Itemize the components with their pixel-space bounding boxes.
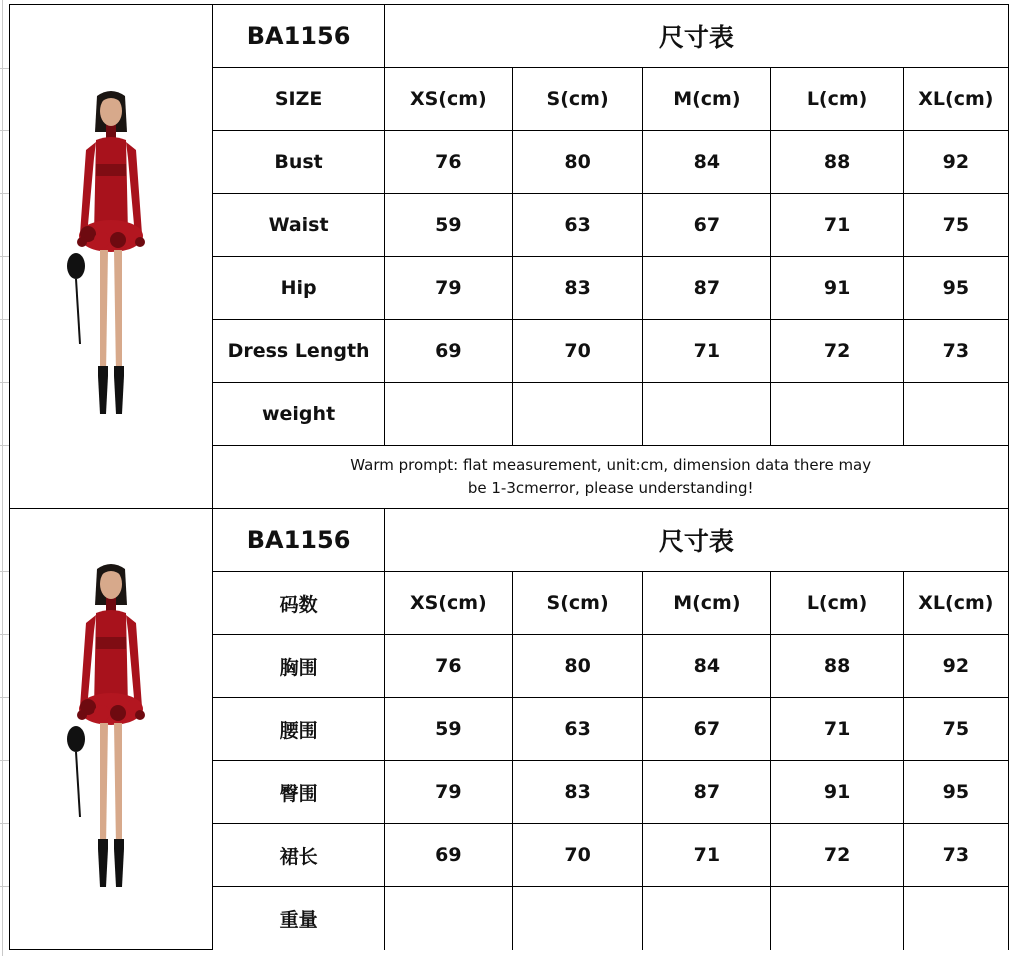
size-header-xs: XS(cm) [384,572,512,635]
table-cell [903,383,1008,446]
product-photo-cell [10,509,213,950]
row-label: 腰围 [213,698,384,761]
table-cell: 91 [771,257,903,320]
figure-shape [135,237,145,247]
row-label: Bust [213,131,384,194]
table-cell: 71 [771,698,903,761]
size-header-xl: XL(cm) [903,68,1008,131]
table-cell: 80 [512,635,642,698]
figure-shape [100,569,122,599]
table-cell: 83 [512,761,642,824]
figure-shape [106,597,116,611]
figure-shape [114,849,124,887]
figure-shape [100,250,108,374]
row-label: Waist [213,194,384,257]
model-code: BA1156 [213,5,384,68]
size-chart-chinese [9,508,1009,950]
table-cell: 95 [903,257,1008,320]
figure-shape [94,610,128,707]
table-cell: 84 [643,131,771,194]
table-cell: 63 [512,194,642,257]
table-row [10,509,1009,572]
table-row [10,5,1009,68]
table-cell: 67 [643,194,771,257]
figure-shape [98,376,108,414]
table-cell: 95 [903,761,1008,824]
row-label: weight [213,383,384,446]
table-cell: 91 [771,761,903,824]
figure-shape [114,366,124,376]
figure-shape [114,723,122,847]
figure-shape [94,705,110,721]
figure-shape [126,142,142,236]
table-cell: 92 [903,131,1008,194]
table-cell: 83 [512,257,642,320]
table-cell: 75 [903,698,1008,761]
row-label: 重量 [213,887,384,950]
table-cell: 71 [771,194,903,257]
sheet-gridline [2,0,3,956]
size-header-m: M(cm) [643,68,771,131]
note-line: Warm prompt: flat measurement, unit:cm, dimension data there may [350,456,872,474]
figure-shape [110,232,126,248]
size-header-s: S(cm) [512,68,642,131]
row-label: Dress Length [213,320,384,383]
table-cell: 73 [903,824,1008,887]
figure-shape [76,279,80,344]
figure-shape [77,237,87,247]
table-cell: 87 [643,257,771,320]
table-cell: 70 [512,824,642,887]
figure-shape [67,726,85,752]
table-cell: 79 [384,761,512,824]
size-header-s: S(cm) [512,572,642,635]
table-cell: 88 [771,635,903,698]
product-photo-cell [10,5,213,509]
figure-shape [77,710,87,720]
table-cell: 59 [384,194,512,257]
table-cell: 72 [771,320,903,383]
figure-shape [114,376,124,414]
table-cell: 71 [643,824,771,887]
size-header-xl: XL(cm) [903,572,1008,635]
figure-shape [96,164,126,176]
size-header-label: SIZE [213,68,384,131]
figure-shape [100,96,122,126]
table-cell [384,887,512,950]
chart-title: 尺寸表 [384,5,1008,68]
table-cell: 70 [512,320,642,383]
model-code: BA1156 [213,509,384,572]
table-cell [643,383,771,446]
table-cell [771,887,903,950]
table-cell [384,383,512,446]
table-cell: 88 [771,131,903,194]
figure-shape [80,142,96,236]
figure-shape [94,232,110,248]
table-cell: 76 [384,131,512,194]
table-cell: 92 [903,635,1008,698]
row-label: 裙长 [213,824,384,887]
figure-shape [98,366,108,376]
table-cell [771,383,903,446]
row-label: Hip [213,257,384,320]
size-chart-english [9,4,1009,509]
figure-shape [67,253,85,279]
table-cell: 69 [384,824,512,887]
figure-shape [98,849,108,887]
figure-shape [135,710,145,720]
model-photo [56,84,166,429]
figure-shape [76,752,80,817]
table-cell: 63 [512,698,642,761]
table-cell: 69 [384,320,512,383]
table-cell: 76 [384,635,512,698]
figure-shape [94,137,128,234]
table-cell: 67 [643,698,771,761]
size-header-label: 码数 [213,572,384,635]
model-photo [56,557,166,902]
table-cell: 79 [384,257,512,320]
size-header-m: M(cm) [643,572,771,635]
figure-shape [126,615,142,709]
table-cell: 72 [771,824,903,887]
table-cell: 80 [512,131,642,194]
note-line: be 1-3cmerror, please understanding! [467,479,754,497]
table-cell: 59 [384,698,512,761]
size-header-l: L(cm) [771,572,903,635]
row-label: 臀围 [213,761,384,824]
figure-shape [100,723,108,847]
table-cell: 84 [643,635,771,698]
table-cell: 71 [643,320,771,383]
size-header-l: L(cm) [771,68,903,131]
measurement-note [213,446,1009,509]
table-cell: 73 [903,320,1008,383]
row-label: 胸围 [213,635,384,698]
table-cell [512,383,642,446]
table-cell: 87 [643,761,771,824]
table-cell [643,887,771,950]
figure-shape [106,124,116,138]
figure-shape [98,839,108,849]
figure-shape [114,250,122,374]
table-cell [512,887,642,950]
size-header-xs: XS(cm) [384,68,512,131]
figure-shape [80,615,96,709]
table-cell [903,887,1008,950]
figure-shape [110,705,126,721]
chart-title: 尺寸表 [384,509,1008,572]
table-cell: 75 [903,194,1008,257]
figure-shape [96,637,126,649]
figure-shape [114,839,124,849]
